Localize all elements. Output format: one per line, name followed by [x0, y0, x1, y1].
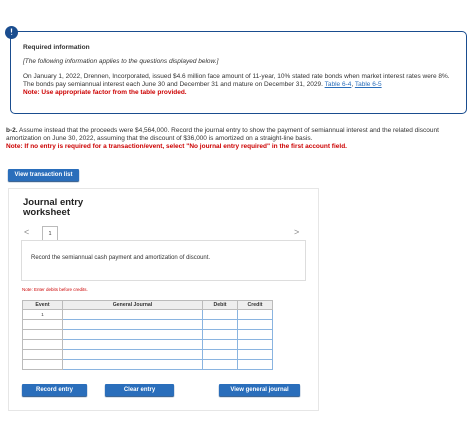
chevron-left-icon[interactable]: < [24, 227, 30, 237]
debit-input[interactable] [203, 340, 238, 350]
column-header-general-journal: General Journal [63, 301, 203, 310]
chevron-right-icon[interactable]: > [294, 227, 300, 237]
event-cell [23, 330, 63, 340]
view-transaction-list-button[interactable]: View transaction list [8, 169, 79, 181]
event-cell: 1 [23, 310, 63, 320]
tab-1[interactable]: 1 [42, 226, 58, 240]
credit-input[interactable] [238, 320, 273, 330]
event-cell [23, 340, 63, 350]
debit-input[interactable] [203, 320, 238, 330]
account-input[interactable] [63, 320, 203, 330]
required-info-body: On January 1, 2022, Drennen, Incorporated, issued $4.6 million face amount of 11-year, 10% stated rate bonds when market interest rates were 8%. The bonds pay semiannual interest each June 30 and December 31 and mature on December 31, 2029. Table 6-4, Table 6-5 [23, 73, 450, 88]
event-cell [23, 360, 63, 370]
clear-entry-button[interactable]: Clear entry [105, 384, 174, 396]
view-general-journal-button[interactable]: View general journal [219, 384, 300, 396]
credit-input[interactable] [238, 330, 273, 340]
required-info-title: Required information [23, 44, 90, 51]
column-header-event: Event [23, 301, 63, 310]
event-cell [23, 320, 63, 330]
column-header-debit: Debit [203, 301, 238, 310]
event-cell [23, 350, 63, 360]
account-input[interactable] [63, 360, 203, 370]
credit-input[interactable] [238, 350, 273, 360]
debit-input[interactable] [203, 360, 238, 370]
table-6-4-link[interactable]: Table 6-4 [324, 81, 352, 88]
worksheet-title [23, 198, 83, 218]
debit-input[interactable] [203, 310, 238, 320]
debits-note: Note: Enter debits before credits. [22, 287, 88, 292]
table-row [23, 330, 273, 340]
credit-input[interactable] [238, 310, 273, 320]
worksheet-title-line1: Journal entry [23, 197, 84, 208]
debit-input[interactable] [203, 330, 238, 340]
worksheet-title-line2: worksheet [23, 207, 70, 218]
column-header-credit: Credit [238, 301, 273, 310]
required-info-text: On January 1, 2022, Drennen, Incorporated, issued $4.6 million face amount of 11-year, 10% stated rate bonds when market interest rates were 8%. The bonds pay semiannual interest each June 30 and December 31 and mature on December 31, 2029. [23, 73, 450, 88]
account-input[interactable] [63, 330, 203, 340]
account-input[interactable] [63, 340, 203, 350]
table-row [23, 320, 273, 330]
required-info-italic: [The following information applies to the questions displayed below.] [23, 58, 219, 65]
debit-input[interactable] [203, 350, 238, 360]
journal-entry-worksheet [8, 188, 319, 411]
transaction-description: Record the semiannual cash payment and amortization of discount. [21, 240, 306, 281]
credit-input[interactable] [238, 360, 273, 370]
table-row [23, 360, 273, 370]
journal-table [22, 300, 273, 370]
required-info-note: Note: Use appropriate factor from the table provided. [23, 89, 187, 96]
table-row [23, 350, 273, 360]
required-information-box [10, 31, 467, 114]
question-note: Note: If no entry is required for a transaction/event, select "No journal entry required" in the first account field. [6, 143, 347, 150]
question-text [6, 127, 468, 143]
table-row [23, 310, 273, 320]
credit-input[interactable] [238, 340, 273, 350]
alert-icon: ! [5, 26, 18, 39]
record-entry-button[interactable]: Record entry [22, 384, 87, 396]
account-input[interactable] [63, 350, 203, 360]
table-row [23, 340, 273, 350]
question-label: b-2. [6, 127, 18, 134]
account-input[interactable] [63, 310, 203, 320]
question-body: Assume instead that the proceeds were $4,564,000. Record the journal entry to show the payment of semiannual interest and the related discount amortization on June 30, 2022, assuming that the discount of $36,000 is amortized on a straight-line basis. [6, 127, 439, 142]
table-6-5-link[interactable]: Table 6-5 [354, 81, 382, 88]
